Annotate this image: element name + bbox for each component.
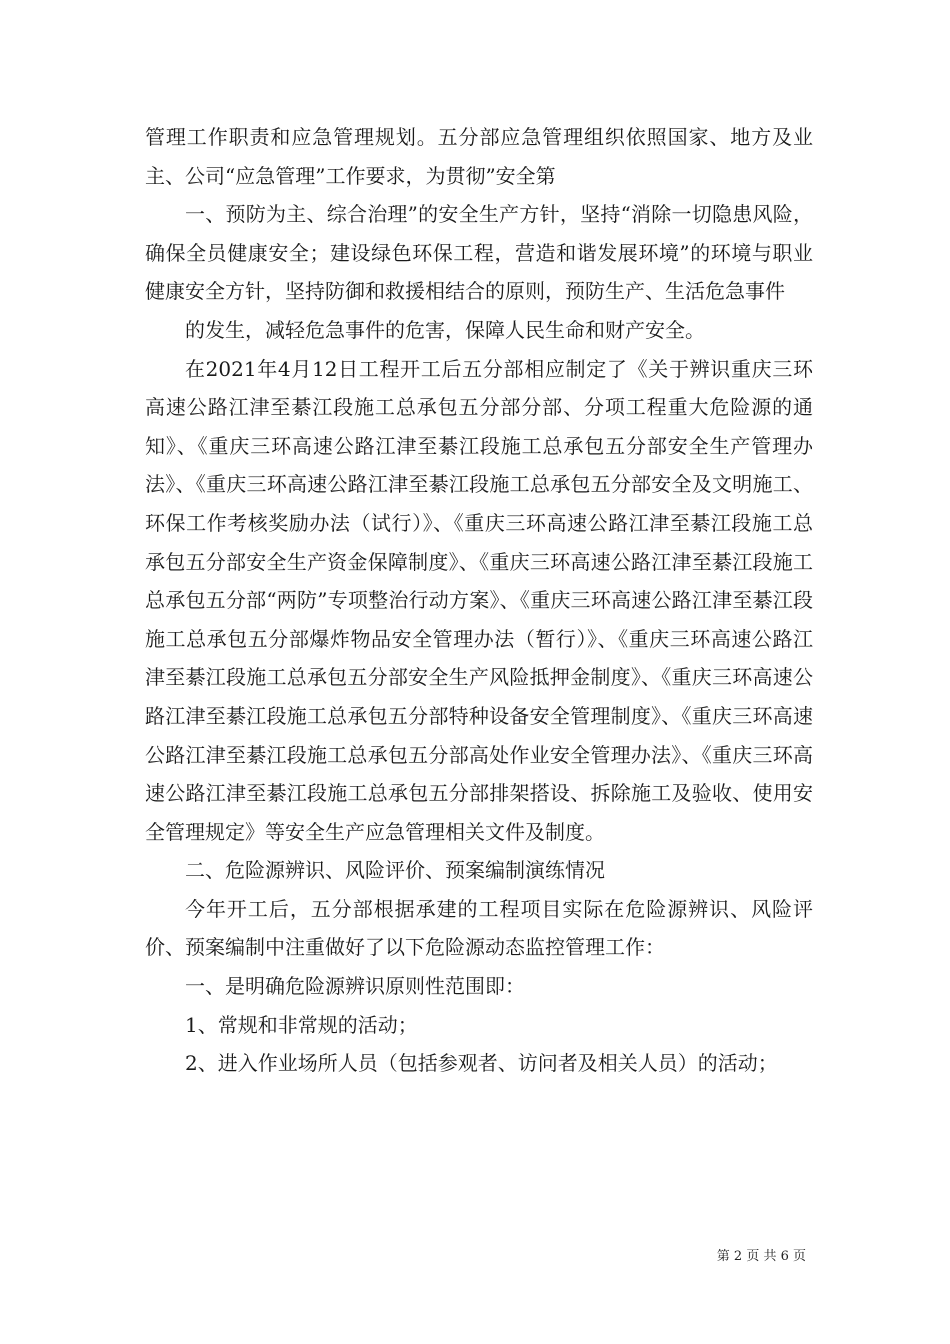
paragraph: 管理工作职责和应急管理规划。五分部应急管理组织依照国家、地方及业主、公司“应急管理”工作要求，为贯彻”安全第 <box>145 125 813 188</box>
paragraph: 在2021年4月12日工程开工后五分部相应制定了《关于辨识重庆三环高速公路江津至綦江段施工总承包五分部分部、分项工程重大危险源的通知》、《重庆三环高速公路江津至綦江段施工总承包五分部安全生产管理办法》、《重庆三环高速公路江津至綦江段施工总承包五分部安全及文明施工、环保工作考核奖励办法（试行）》、《重庆三环高速公路江津至綦江段施工总承包五分部安全生产资金保障制度》、《重庆三环高速公路江津至綦江段施工总承包五分部“两防”专项整治行动方案》、《重庆三环高速公路江津至綦江段施工总承包五分部爆炸物品安全管理办法（暂行）》、《重庆三环高速公路江津至綦江段施工总承包五分部安全生产风险抵押金制度》、《重庆三环高速公路江津至綦江段施工总承包五分部特种设备安全管理制度》、《重庆三环高速公路江津至綦江段施工总承包五分部高处作业安全管理办法》、《重庆三环高速公路江津至綦江段施工总承包五分部排架搭设、拆除施工及验收、使用安全管理规定》等安全生产应急管理相关文件及制度。 <box>145 356 813 844</box>
section-heading: 二、危险源辨识、风险评价、预案编制演练情况 <box>185 858 605 883</box>
paragraph: 一、预防为主、综合治理”的安全生产方针，坚持“消除一切隐患风险，确保全员健康安全；建设绿色环保工程，营造和谐发展环境”的环境与职业健康安全方针，坚持防御和救援相结合的原则，预防生产、生活危急事件 <box>145 202 813 304</box>
list-item: 1、常规和非常规的活动； <box>185 1012 418 1037</box>
paragraph: 的发生，减轻危急事件的危害，保障人民生命和财产安全。 <box>185 317 705 342</box>
list-item: 2、进入作业场所人员（包括参观者、访问者及相关人员）的活动； <box>185 1051 778 1076</box>
page-number-footer: 第 2 页 共 6 页 <box>716 1249 806 1264</box>
paragraph: 一、是明确危险源辨识原则性范围即： <box>185 974 525 999</box>
paragraph: 今年开工后，五分部根据承建的工程项目实际在危险源辨识、风险评价、预案编制中注重做好了以下危险源动态监控管理工作： <box>145 896 813 960</box>
document-body <box>145 118 813 1083</box>
